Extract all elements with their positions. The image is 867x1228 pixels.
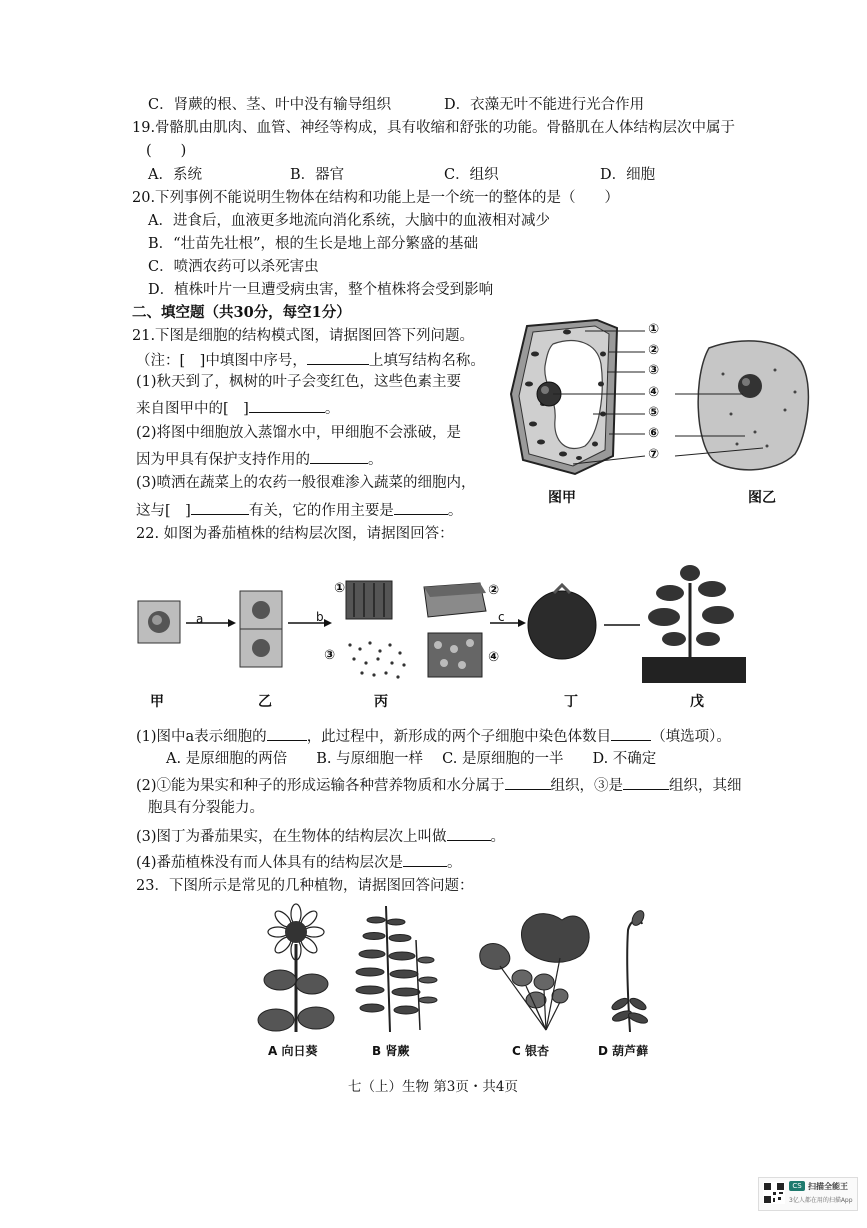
label-6: ⑥ bbox=[648, 426, 660, 441]
arrow-label-b: b bbox=[316, 610, 324, 624]
moss-drawing bbox=[610, 909, 649, 1032]
plant-label-a: A 向日葵 bbox=[268, 1044, 318, 1058]
tissue-num-2: ② bbox=[488, 583, 500, 598]
scanner-tagline: 3亿人都在用的扫描App bbox=[789, 1197, 853, 1204]
label-5: ⑤ bbox=[648, 405, 660, 420]
caption-figure-jia: 图甲 bbox=[548, 490, 576, 506]
q21-line-2: （注：[ ]中填图中序号， 上填写结构名称。 bbox=[136, 350, 485, 370]
q22-stem: 22. 如图为番茄植株的结构层次图，请据图回答： bbox=[136, 526, 454, 542]
q19-option-a: A．系统 bbox=[148, 167, 202, 183]
blank[interactable] bbox=[249, 398, 325, 413]
tomato-fruit bbox=[528, 591, 596, 659]
scanner-logo: CS bbox=[789, 1181, 805, 1191]
blank[interactable] bbox=[191, 500, 249, 515]
ginkgo-drawing bbox=[480, 914, 589, 1030]
stage-bing: 丙 bbox=[374, 694, 388, 710]
plant-label-b: B 肾蕨 bbox=[372, 1044, 410, 1058]
label-1: ① bbox=[648, 322, 660, 337]
q22-part-2: (2)①能为果实和种子的形成运输各种营养物质和水分属于 组织，③是 组织，其细 bbox=[136, 775, 742, 795]
q20-option-c: C．喷洒农药可以杀死害虫 bbox=[148, 259, 319, 275]
q19-option-b: B．器官 bbox=[290, 167, 345, 183]
tomato-hierarchy-figure bbox=[134, 553, 754, 693]
q19-stem: 19.骨骼肌由肌肉、血管、神经等构成，具有收缩和舒张的功能。骨骼肌在人体结构层次中属于 bbox=[132, 120, 736, 136]
arrow-label-a: a bbox=[196, 612, 204, 626]
q21-line-5: (2)将图中细胞放入蒸馏水中，甲细胞不会涨破，是 bbox=[136, 425, 462, 441]
q23-stem: 23．下图所示是常见的几种植物，请据图回答问题： bbox=[136, 878, 474, 894]
tissue-num-1: ① bbox=[334, 581, 346, 596]
arrow-label-c: c bbox=[498, 610, 505, 624]
q18-option-d: D．衣藻无叶不能进行光合作用 bbox=[444, 97, 645, 113]
tissue-1 bbox=[346, 581, 392, 619]
blank[interactable] bbox=[623, 775, 669, 790]
blank[interactable] bbox=[447, 826, 491, 841]
stage-wu: 戊 bbox=[690, 694, 704, 710]
caption-figure-yi: 图乙 bbox=[748, 490, 776, 506]
label-7: ⑦ bbox=[648, 447, 660, 462]
q19-paren: ( ) bbox=[146, 143, 187, 159]
scanner-badge bbox=[758, 1177, 858, 1211]
blank[interactable] bbox=[611, 726, 651, 741]
stage-jia: 甲 bbox=[150, 694, 164, 710]
label-4: ④ bbox=[648, 385, 660, 400]
page-footer: 七（上）生物 第3页・共4页 bbox=[348, 1079, 518, 1095]
q21-line-3: (1)秋天到了，枫树的叶子会变红色，这些色素主要 bbox=[136, 374, 462, 390]
q22-part-4: (4)番茄植株没有而人体具有的结构层次是 。 bbox=[136, 852, 462, 872]
label-3: ③ bbox=[648, 363, 660, 378]
q21-line-7: (3)喷洒在蔬菜上的农药一般很难渗入蔬菜的细胞内， bbox=[136, 475, 476, 491]
q21-line-8: 这与[ ] 有关，它的作用主要是 。 bbox=[136, 500, 462, 520]
q21-line-1: 21.下图是细胞的结构模式图，请据图回答下列问题。 bbox=[132, 328, 475, 344]
q20-stem: 20.下列事例不能说明生物体在结构和功能上是一个统一的整体的是（ ） bbox=[132, 190, 620, 206]
plants-figure bbox=[250, 900, 670, 1040]
q22-part-2-cont: 胞具有分裂能力。 bbox=[148, 800, 264, 816]
q20-option-b: B．“壮苗先壮根”，根的生长是地上部分繁盛的基础 bbox=[148, 236, 478, 252]
q21-line-6: 因为甲具有保护支持作用的 。 bbox=[136, 449, 383, 469]
q20-option-d: D．植株叶片一旦遭受病虫害，整个植株将会受到影响 bbox=[148, 282, 494, 298]
fern-drawing bbox=[356, 906, 437, 1032]
soil bbox=[642, 657, 746, 683]
q19-option-d: D．细胞 bbox=[600, 167, 656, 183]
section-2-heading: 二、填空题（共30分，每空1分） bbox=[132, 304, 351, 321]
stage-yi: 乙 bbox=[258, 694, 272, 710]
blank[interactable] bbox=[403, 852, 447, 867]
tissue-3 bbox=[348, 641, 405, 678]
plant-label-d: D 葫芦藓 bbox=[598, 1044, 649, 1058]
animal-cell bbox=[698, 341, 808, 470]
blank[interactable] bbox=[505, 775, 551, 790]
q19-option-c: C．组织 bbox=[444, 167, 499, 183]
q22-part-1-options: A. 是原细胞的两倍 B. 与原细胞一样 C. 是原细胞的一半 D. 不确定 bbox=[166, 751, 657, 767]
scanner-app-name: 扫描全能王 bbox=[808, 1182, 848, 1191]
blank[interactable] bbox=[310, 449, 368, 464]
tissue-num-3: ③ bbox=[324, 648, 336, 663]
q21-line-4: 来自图甲中的[ ] 。 bbox=[136, 398, 339, 418]
tissue-4 bbox=[428, 633, 482, 677]
label-2: ② bbox=[648, 343, 660, 358]
q22-part-1: (1)图中a表示细胞的 ，此过程中，新形成的两个子细胞中染色体数目 （填选项）。 bbox=[136, 726, 731, 746]
q20-option-a: A．进食后，血液更多地流向消化系统，大脑中的血液相对减少 bbox=[148, 213, 550, 229]
q18-option-c: C．肾蕨的根、茎、叶中没有输导组织 bbox=[148, 97, 392, 113]
blank[interactable] bbox=[267, 726, 307, 741]
q22-part-3: (3)图丁为番茄果实，在生物体的结构层次上叫做 。 bbox=[136, 826, 505, 846]
tissue-num-4: ④ bbox=[488, 650, 500, 665]
blank[interactable] bbox=[394, 500, 448, 515]
sunflower-drawing bbox=[258, 904, 334, 1032]
cell-structure-figure bbox=[505, 314, 825, 504]
blank[interactable] bbox=[307, 350, 369, 365]
stage-ding: 丁 bbox=[564, 694, 578, 710]
qr-code-icon bbox=[763, 1182, 785, 1204]
plant-label-c: C 银杏 bbox=[512, 1044, 549, 1058]
